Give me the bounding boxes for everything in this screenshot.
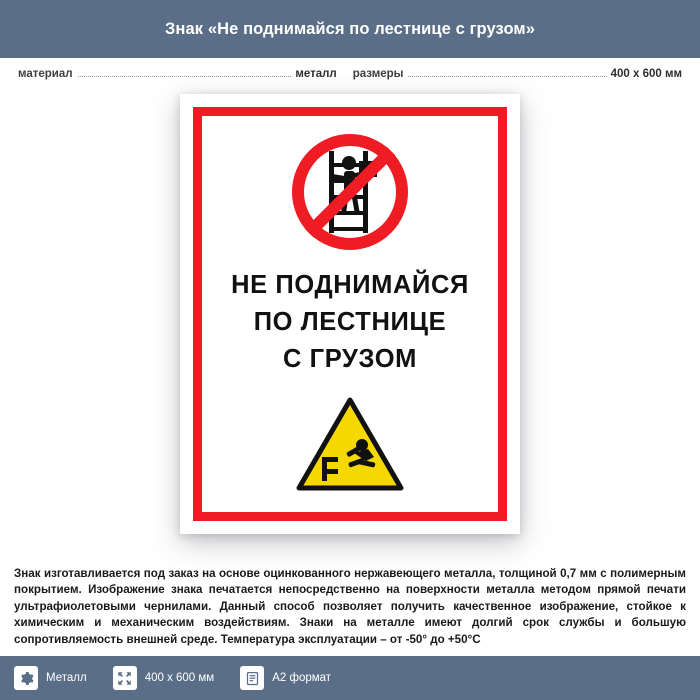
footer-item-size[interactable] xyxy=(113,666,215,690)
spec-material-value: металл xyxy=(295,68,337,80)
spec-material-label: материал xyxy=(18,68,73,80)
spec-material xyxy=(18,68,337,80)
no-climbing-ladder-with-load-icon xyxy=(292,134,408,250)
arrows-resize-icon xyxy=(113,666,137,690)
sign-image xyxy=(180,94,520,534)
footer-item-material[interactable] xyxy=(14,666,87,690)
footer-label-size: 400 x 600 мм xyxy=(144,672,215,684)
sign-text-line-3: С ГРУЗОМ xyxy=(282,345,417,374)
product-description: Знак изготавливается под заказ на основе оцинкованного нержавеющего металла, толщиной 0,7 мм с полимерным покрытием. Изображение знака печатается непосредственно на поверхности металла методом прямой печати ультрафиолетовыми чернилами. Данный способ позволяет получить качественное изображение, стойкое к химическим и механическим воздействиям. Знаки на металле имеют долгий срок службы и большую сопротивляемость внешней среде. Температура эксплуатации – от -50° до +50°C xyxy=(14,566,686,646)
sign-preview-stage xyxy=(0,90,700,560)
sign-text-block xyxy=(231,270,469,375)
footer-bar xyxy=(0,656,700,700)
page-title: Знак «Не поднимайся по лестнице с грузом» xyxy=(165,19,535,38)
spec-size-value: 400 x 600 мм xyxy=(610,68,683,80)
footer-item-format[interactable] xyxy=(240,666,331,690)
sign-text-line-1: НЕ ПОДНИМАЙСЯ xyxy=(231,271,469,299)
spec-size-label: размеры xyxy=(352,68,404,80)
gear-icon xyxy=(14,666,38,690)
spec-size-dots xyxy=(408,70,606,77)
spec-material-dots xyxy=(78,70,292,77)
specs-row xyxy=(0,58,700,90)
document-icon xyxy=(240,666,264,690)
sign-text-line-2: ПО ЛЕСТНИЦЕ xyxy=(253,308,447,337)
footer-label-material: Металл xyxy=(46,672,87,684)
slippery-falling-person-warning-icon xyxy=(296,397,404,491)
footer-label-format: A2 формат xyxy=(272,672,332,684)
sign-plate xyxy=(180,94,520,534)
page-header xyxy=(0,0,700,58)
sign-inner-border xyxy=(193,107,507,521)
spec-size xyxy=(337,68,682,80)
